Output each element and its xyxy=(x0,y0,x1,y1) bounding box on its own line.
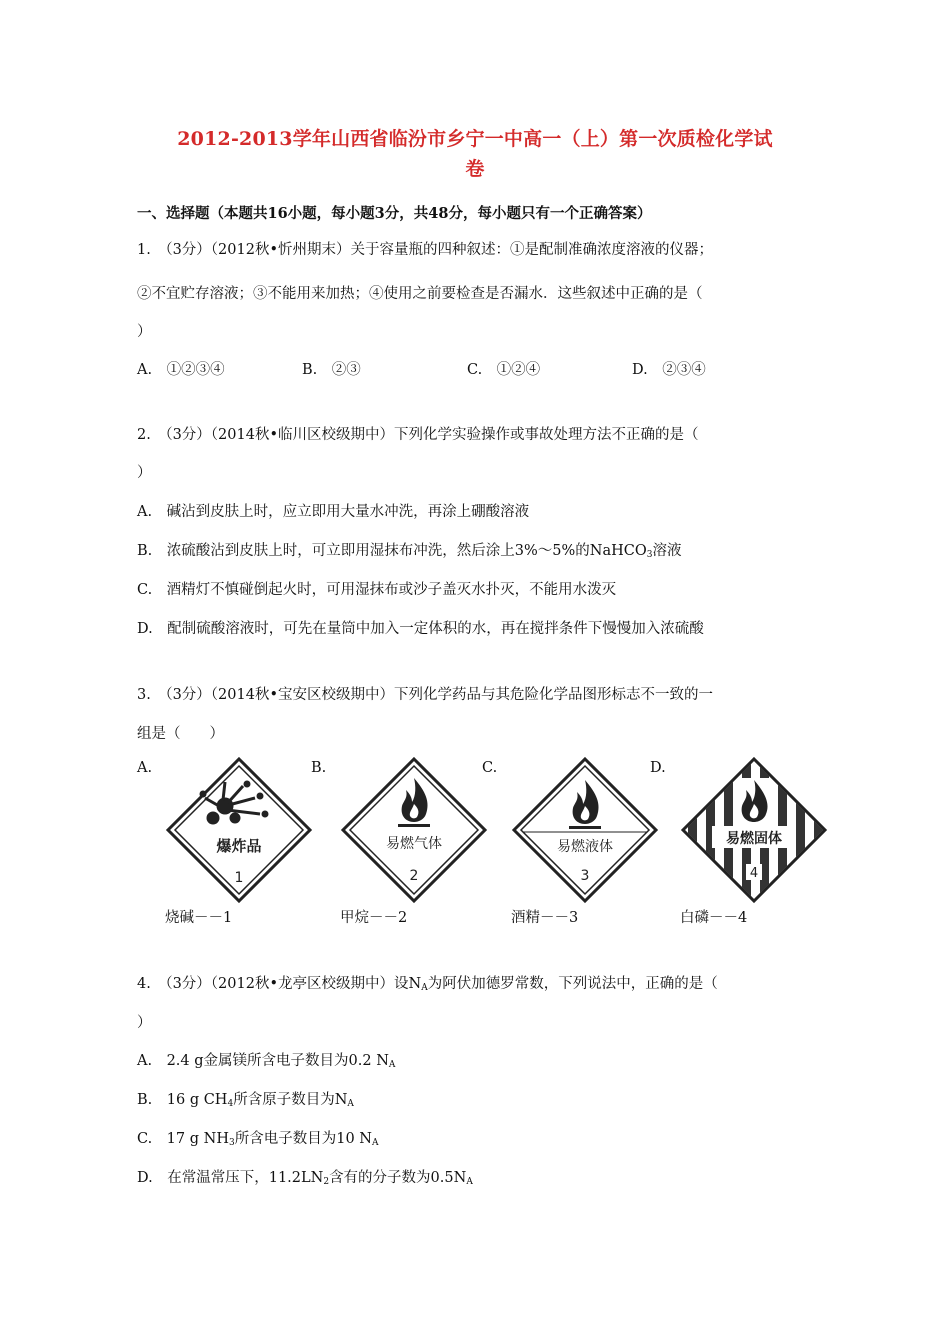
document-title xyxy=(60,124,890,184)
q4-option-c[interactable] xyxy=(137,1127,378,1148)
q3-stem-line-2: 组是（ ） xyxy=(137,726,224,742)
q4-option-b-text: B. 16 g CH xyxy=(137,1092,228,1108)
title-line-1: 2012-2013学年山西省临汾市乡宁一中高一（上）第一次质检化学试 xyxy=(177,128,773,150)
q4-option-d-text: D. 在常温常压下，11.2LN xyxy=(137,1170,324,1186)
q3-option-c-letter[interactable]: C. xyxy=(482,760,498,776)
sign-d-number: 4 xyxy=(749,866,759,881)
q2-option-b-text: B. 浓硫酸沾到皮肤上时，可立即用湿抹布冲洗，然后涂上3%～5%的NaHCO xyxy=(137,543,647,559)
q4-stem-line-2: ） xyxy=(137,1015,152,1031)
q4-option-a-subscript: A xyxy=(388,1060,396,1070)
q2-option-a[interactable]: A. 碱沾到皮肤上时，应立即用大量水冲洗，再涂上硼酸溶液 xyxy=(137,504,530,520)
q1-option-a[interactable]: A. ①②③④ xyxy=(137,362,225,378)
q3-option-b-letter[interactable]: B. xyxy=(311,760,327,776)
flammable-gas-sign[interactable] xyxy=(340,756,488,904)
sign-a-label: 爆炸品 xyxy=(216,837,262,855)
q2-option-c[interactable]: C. 酒精灯不慎碰倒起火时，可用湿抹布或沙子盖灭水扑灭，不能用水泼灭 xyxy=(137,582,617,598)
sign-b-number: 2 xyxy=(409,868,419,884)
sign-d-label: 易燃固体 xyxy=(726,831,782,847)
sign-c-number: 3 xyxy=(580,868,590,884)
explosive-hazard-sign[interactable] xyxy=(165,756,313,904)
q4-option-a[interactable] xyxy=(137,1049,395,1070)
q4-stem-tail: 为阿伏加德罗常数，下列说法中，正确的是（ xyxy=(427,976,718,992)
q4-option-c-subscript-1: 3 xyxy=(228,1138,235,1148)
q3-caption-c: 酒精－－3 xyxy=(511,910,579,926)
sign-a-number: 1 xyxy=(234,870,244,886)
q2-stem-line-1: 2. （3分）（2014秋•临川区校级期中）下列化学实验操作或事故处理方法不正确的是（ xyxy=(137,427,699,443)
q4-stem-text: 4. （3分）（2012秋•龙亭区校级期中）设N xyxy=(137,976,422,992)
section-heading: 一、选择题（本题共16小题，每小题3分，共48分，每小题只有一个正确答案） xyxy=(137,205,652,222)
q1-option-b[interactable]: B. ②③ xyxy=(302,362,361,378)
q1-stem-line-1: 1. （3分）（2012秋•忻州期末）关于容量瓶的四种叙述：①是配制准确浓度溶液的仪器； xyxy=(137,242,714,258)
q2-stem-line-2: ） xyxy=(137,465,152,481)
q2-option-b-subscript: 3 xyxy=(646,550,653,560)
q4-option-d-subscript-1: 2 xyxy=(323,1177,330,1187)
q4-option-d-mid: 含有的分子数为0.5N xyxy=(329,1170,467,1186)
title-line-2: 卷 xyxy=(465,158,485,180)
q4-option-d[interactable] xyxy=(137,1166,473,1187)
q4-stem-subscript: A xyxy=(421,983,428,993)
flammable-liquid-sign[interactable] xyxy=(511,756,659,904)
q4-option-b[interactable] xyxy=(137,1088,354,1109)
q3-caption-d: 白磷－－4 xyxy=(680,910,748,926)
sign-c-label: 易燃液体 xyxy=(557,839,613,855)
q3-caption-a: 烧碱－－1 xyxy=(165,910,233,926)
q2-option-d[interactable]: D. 配制硫酸溶液时，可先在量筒中加入一定体积的水，再在搅拌条件下慢慢加入浓硫酸 xyxy=(137,621,704,637)
q1-option-c[interactable]: C. ①②④ xyxy=(467,362,541,378)
q3-stem-line-1: 3. （3分）（2014秋•宝安区校级期中）下列化学药品与其危险化学品图形标志不一致的一 xyxy=(137,687,714,703)
q3-caption-b: 甲烷－－2 xyxy=(340,910,408,926)
q3-option-d-letter[interactable]: D. xyxy=(650,760,666,776)
flammable-solid-sign[interactable] xyxy=(680,756,828,904)
q1-stem-line-2: ②不宜贮存溶液；③不能用来加热；④使用之前要检查是否漏水．这些叙述中正确的是（ xyxy=(137,286,703,302)
q4-stem-line-1 xyxy=(137,972,718,993)
q3-option-a-letter[interactable]: A. xyxy=(137,760,153,776)
sign-b-label: 易燃气体 xyxy=(386,836,442,852)
q2-option-b[interactable] xyxy=(137,539,681,560)
q1-option-d[interactable]: D. ②③④ xyxy=(632,362,706,378)
q4-option-b-subscript-1: 4 xyxy=(227,1099,234,1109)
q2-option-b-tail: 溶液 xyxy=(652,543,682,559)
q4-option-a-text: A. 2.4 g金属镁所含电子数目为0.2 N xyxy=(137,1053,389,1069)
q4-option-d-subscript-2: A xyxy=(466,1177,473,1187)
q4-option-c-mid: 所含电子数目为10 N xyxy=(234,1131,372,1147)
q4-option-b-mid: 所含原子数目为N xyxy=(233,1092,348,1108)
q4-option-c-text: C. 17 g NH xyxy=(137,1131,229,1147)
q1-stem-line-3: ） xyxy=(137,324,152,340)
q4-option-b-subscript-2: A xyxy=(347,1099,354,1109)
q4-option-c-subscript-2: A xyxy=(371,1138,379,1148)
